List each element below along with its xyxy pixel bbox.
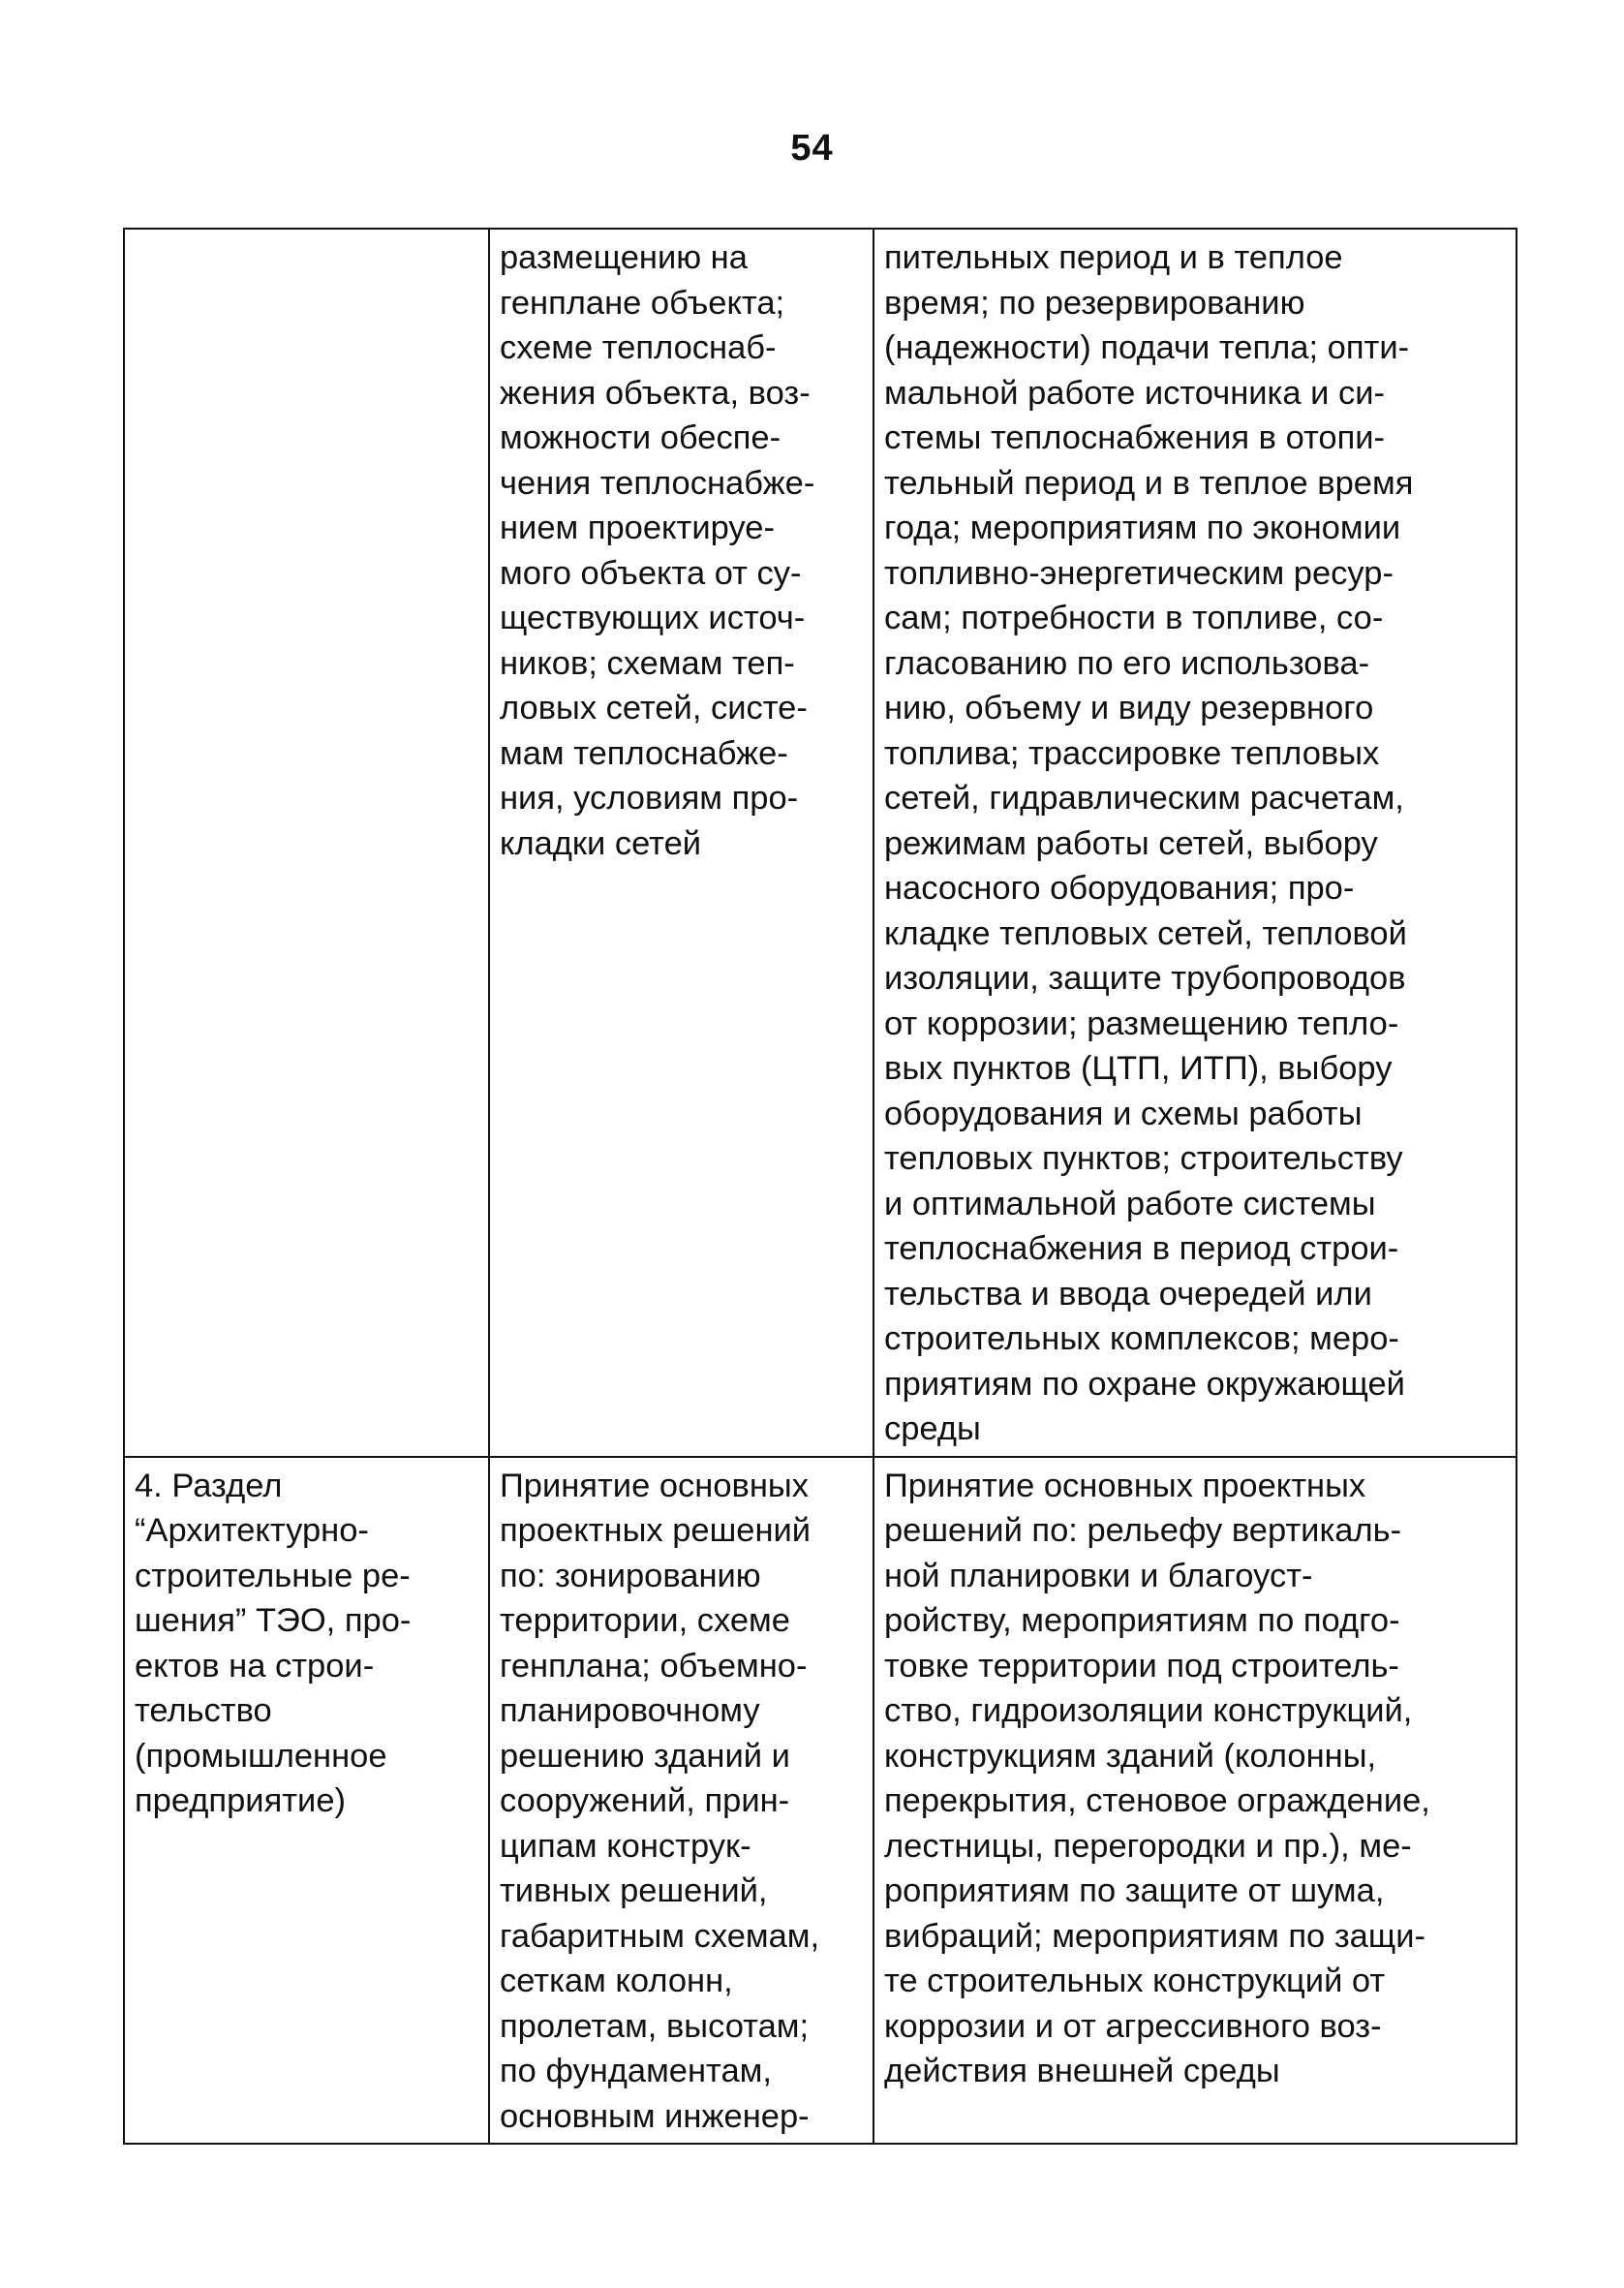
cell-text-line: ния, условиям про- bbox=[500, 780, 799, 817]
cell-text-line: генплане объекта; bbox=[500, 284, 785, 322]
cell-text-line: оборудования и схемы работы bbox=[884, 1095, 1363, 1132]
cell-text-line: планировочному bbox=[500, 1692, 760, 1729]
cell-text-line: кладке тепловых сетей, тепловой bbox=[884, 914, 1407, 952]
table-row bbox=[124, 1457, 1517, 2145]
cell-text-line: по фундаментам, bbox=[500, 2053, 772, 2089]
cell-text-line: и оптимальной работе системы bbox=[884, 1185, 1376, 1222]
cell-text-line: тепловых пунктов; строительству bbox=[884, 1140, 1403, 1177]
cell-text-line: сам; потребности в топливе, со- bbox=[884, 600, 1384, 636]
cell-text-line: решений по: рельефу вертикаль- bbox=[884, 1512, 1402, 1549]
table-cell-section bbox=[124, 229, 489, 1457]
cell-text-line: мальной работе источника и си- bbox=[884, 374, 1386, 412]
cell-text-line: ников; схемам теп- bbox=[500, 644, 795, 682]
cell-text-line: вибраций; мероприятиям по защи- bbox=[884, 1917, 1425, 1955]
cell-text-line: сооружений, прин- bbox=[500, 1782, 790, 1819]
cell-text-line: товке территории под строитель- bbox=[884, 1647, 1399, 1685]
table-cell-section bbox=[124, 1457, 489, 2145]
cell-text-line: те строительных конструкций от bbox=[884, 1963, 1386, 1999]
cell-text-line: мам теплоснабже- bbox=[500, 734, 788, 772]
table-cell-scope bbox=[489, 1457, 873, 2145]
cell-text-line: (надежности) подачи тепла; опти- bbox=[884, 329, 1410, 366]
cell-text-line: среды bbox=[884, 1410, 981, 1447]
cell-text-line: пролетам, высотам; bbox=[500, 2007, 810, 2045]
cell-text-line: тельства и ввода очередей или bbox=[884, 1275, 1372, 1313]
cell-text-line: по: зонированию bbox=[500, 1557, 761, 1594]
cell-text-line: время; по резервированию bbox=[884, 284, 1305, 322]
cell-text-line: можности обеспе- bbox=[500, 419, 781, 456]
cell-text-line: ство, гидроизоляции конструкций, bbox=[884, 1692, 1413, 1729]
cell-text-line: “Архитектурно- bbox=[135, 1512, 369, 1549]
cell-text-line: основным инженер- bbox=[500, 2097, 810, 2135]
cell-text-line: пительных период и в теплое bbox=[884, 239, 1343, 276]
cell-text-line: теплоснабжения в период строи- bbox=[884, 1230, 1399, 1267]
cell-text-line: перекрытия, стеновое ограждение, bbox=[884, 1782, 1430, 1819]
cell-text-line: генплана; объемно- bbox=[500, 1647, 808, 1685]
cell-text-line: сеткам колонн, bbox=[500, 1963, 733, 1999]
cell-text-line: топлива; трассировке тепловых bbox=[884, 734, 1380, 772]
cell-text-line: схеме теплоснаб- bbox=[500, 329, 777, 366]
cell-text-line: нию, объему и виду резервного bbox=[884, 690, 1374, 727]
table-cell-scope bbox=[489, 229, 873, 1457]
cell-text-line: режимам работы сетей, выбору bbox=[884, 824, 1378, 862]
cell-text-line: действия внешней среды bbox=[884, 2053, 1280, 2089]
cell-text-line: ципам конструк- bbox=[500, 1827, 751, 1865]
cell-text-line: строительных комплексов; меро- bbox=[884, 1320, 1399, 1357]
cell-text-line: коррозии и от агрессивного воз- bbox=[884, 2007, 1382, 2045]
cell-text-line: Принятие основных проектных bbox=[884, 1467, 1366, 1504]
table-cell-details bbox=[873, 1457, 1517, 2145]
cell-text-line: нием проектируе- bbox=[500, 510, 775, 546]
cell-text-line: приятиям по охране окружающей bbox=[884, 1365, 1405, 1403]
cell-text-line: предприятие) bbox=[135, 1782, 347, 1819]
cell-text-line: насосного оборудования; про- bbox=[884, 870, 1355, 907]
cell-text-line: мого объекта от су- bbox=[500, 554, 802, 592]
cell-text-line: ектов на строи- bbox=[135, 1647, 375, 1685]
cell-text-line: конструкциям зданий (колонны, bbox=[884, 1737, 1377, 1775]
cell-text-line: шения” ТЭО, про- bbox=[135, 1602, 412, 1639]
cell-text-line: (промышленное bbox=[135, 1737, 387, 1775]
cell-text-line: строительные ре- bbox=[135, 1557, 411, 1594]
requirements-table bbox=[123, 228, 1517, 2145]
cell-text-line: тельный период и в теплое время bbox=[884, 464, 1414, 502]
cell-text-line: года; мероприятиям по экономии bbox=[884, 510, 1401, 546]
cell-text-line: проектных решений bbox=[500, 1512, 812, 1549]
cell-text-line: топливно-энергетическим ресур- bbox=[884, 554, 1394, 592]
table-cell-details bbox=[873, 229, 1517, 1457]
cell-text-line: чения теплоснабже- bbox=[500, 464, 815, 502]
cell-text-line: габаритным схемам, bbox=[500, 1917, 820, 1955]
cell-text-line: ловых сетей, систе- bbox=[500, 690, 808, 727]
page-number: 54 bbox=[790, 128, 834, 169]
cell-text-line: Принятие основных bbox=[500, 1467, 809, 1504]
cell-text-line: роприятиям по защите от шума, bbox=[884, 1872, 1385, 1909]
cell-text-line: территории, схеме bbox=[500, 1602, 790, 1639]
cell-text-line: гласованию по его использова- bbox=[884, 644, 1370, 682]
cell-text-line: изоляции, защите трубопроводов bbox=[884, 960, 1406, 997]
cell-text-line: от коррозии; размещению тепло- bbox=[884, 1005, 1399, 1042]
cell-text-line: лестницы, перегородки и пр.), ме- bbox=[884, 1827, 1412, 1865]
table-row bbox=[124, 229, 1517, 1457]
cell-text-line: вых пунктов (ЦТП, ИТП), выбору bbox=[884, 1050, 1393, 1087]
cell-text-line: тельство bbox=[135, 1692, 272, 1729]
cell-text-line: ройству, мероприятиям по подго- bbox=[884, 1602, 1400, 1639]
cell-text-line: кладки сетей bbox=[500, 824, 702, 862]
cell-text-line: решению зданий и bbox=[500, 1737, 790, 1775]
cell-text-line: 4. Раздел bbox=[135, 1467, 283, 1504]
cell-text-line: ществующих источ- bbox=[500, 600, 806, 636]
cell-text-line: тивных решений, bbox=[500, 1872, 768, 1909]
cell-text-line: жения объекта, воз- bbox=[500, 374, 811, 412]
cell-text-line: стемы теплоснабжения в отопи- bbox=[884, 419, 1386, 456]
cell-text-line: ной планировки и благоуст- bbox=[884, 1557, 1313, 1594]
cell-text-line: сетей, гидравлическим расчетам, bbox=[884, 780, 1404, 817]
cell-text-line: размещению на bbox=[500, 239, 748, 276]
